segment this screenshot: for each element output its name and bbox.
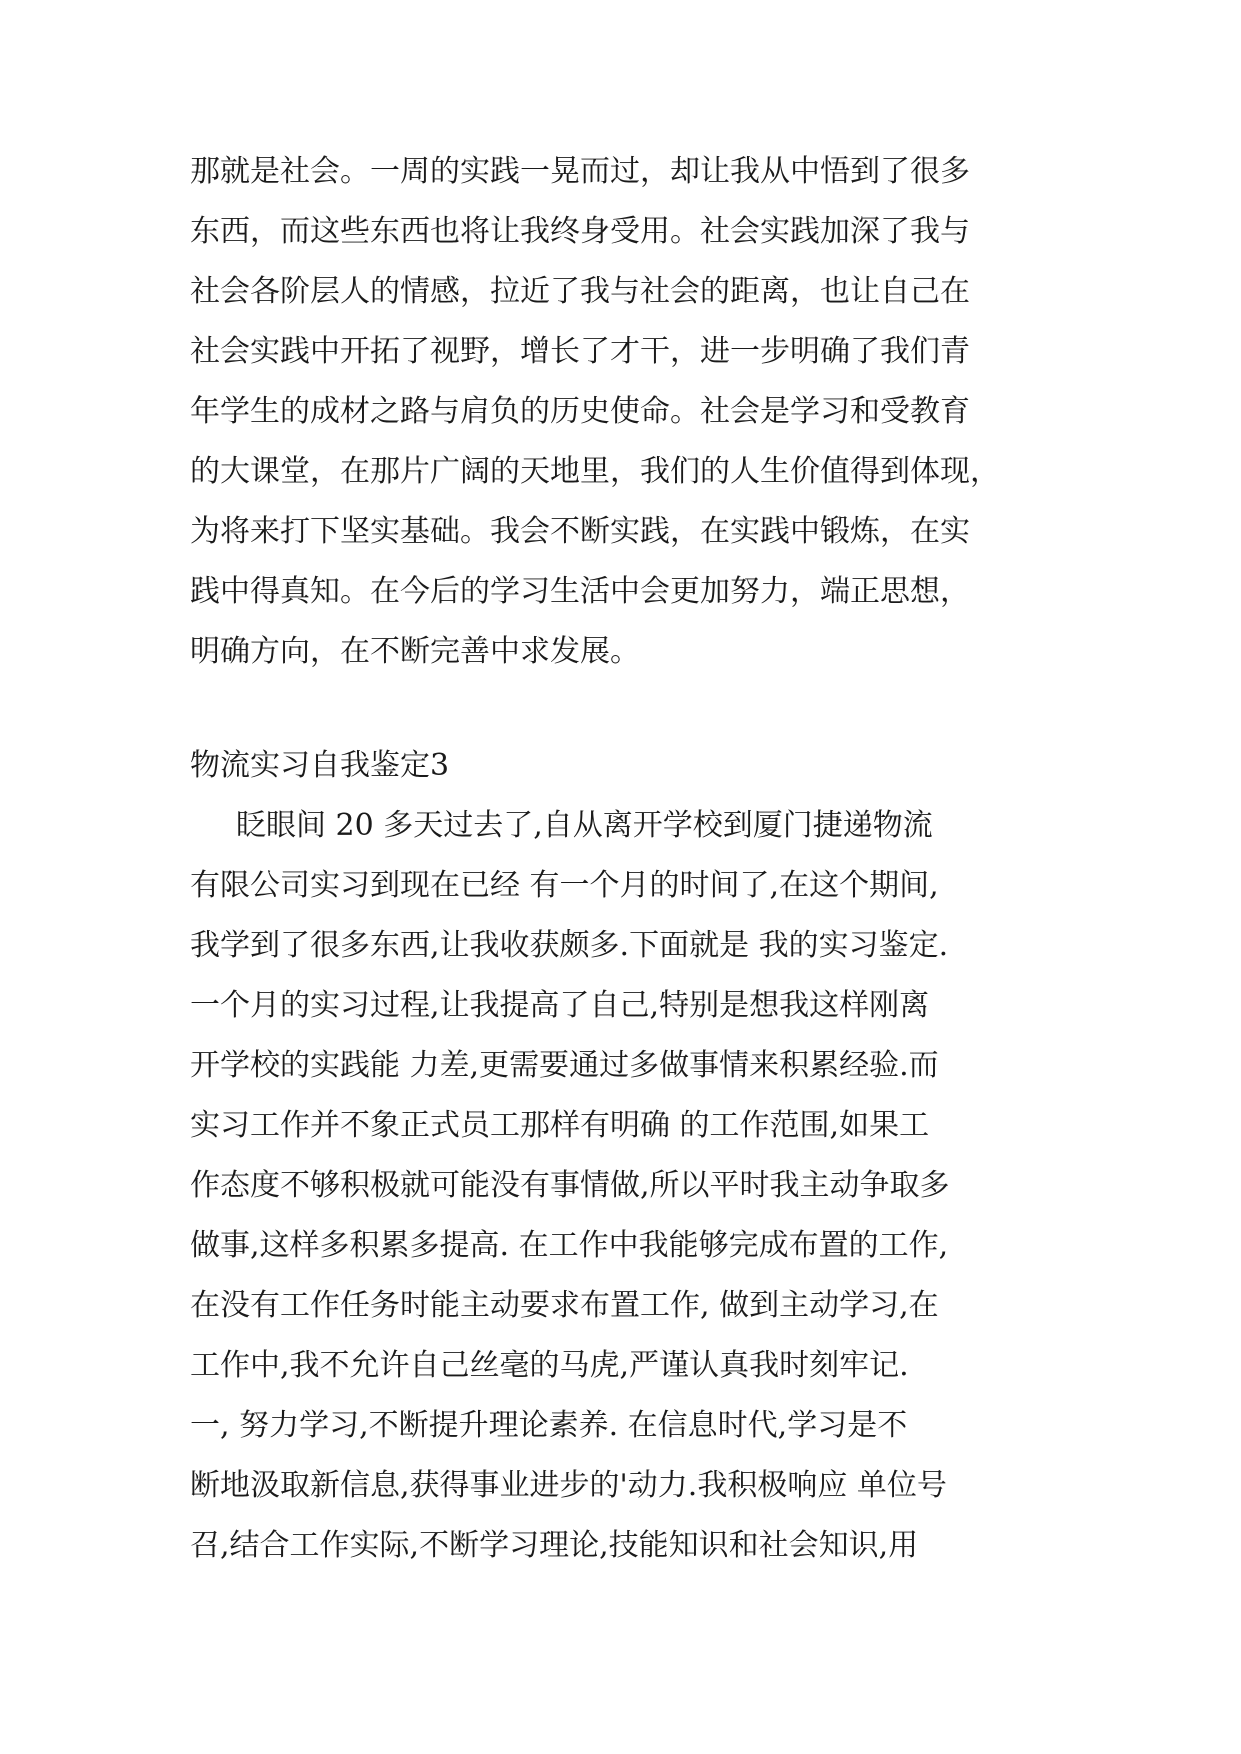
paragraph-line: 有限公司实习到现在已经 有一个月的时间了,在这个期间, (190, 868, 939, 903)
paragraph-line: 那就是社会。一周的实践一晃而过，却让我从中悟到了很多 (190, 154, 970, 189)
paragraph-line: 的大课堂，在那片广阔的天地里，我们的人生价值得到体现， (190, 454, 1000, 489)
paragraph-line: 社会实践中开拓了视野，增长了才干，进一步明确了我们青 (190, 334, 970, 369)
paragraph-line: 断地汲取新信息,获得事业进步的'动力.我积极响应 单位号 (190, 1468, 947, 1503)
paragraph-line: 明确方向，在不断完善中求发展。 (190, 634, 640, 669)
paragraph-line: 作态度不够积极就可能没有事情做,所以平时我主动争取多 (190, 1168, 950, 1203)
paragraph-line: 在没有工作任务时能主动要求布置工作, 做到主动学习,在 (190, 1288, 939, 1323)
paragraph-line: 工作中,我不允许自己丝毫的马虎,严谨认真我时刻牢记. (190, 1348, 909, 1383)
paragraph-line: 做事,这样多积累多提高. 在工作中我能够完成布置的工作, (190, 1228, 949, 1263)
paragraph-line: 开学校的实践能 力差,更需要通过多做事情来积累经验.而 (190, 1048, 939, 1083)
paragraph-line: 我学到了很多东西,让我收获颇多.下面就是 我的实习鉴定. (190, 928, 949, 963)
paragraph-line: 践中得真知。在今后的学习生活中会更加努力，端正思想， (190, 574, 970, 609)
paragraph-line: 年学生的成材之路与肩负的历史使命。社会是学习和受教育 (190, 394, 970, 429)
paragraph-line: 召,结合工作实际,不断学习理论,技能知识和社会知识,用 (190, 1528, 919, 1563)
paragraph-line: 实习工作并不象正式员工那样有明确 的工作范围,如果工 (190, 1108, 930, 1143)
paragraph-line: 东西，而这些东西也将让我终身受用。社会实践加深了我与 (190, 214, 970, 249)
paragraph-line: 为将来打下坚实基础。我会不断实践，在实践中锻炼，在实 (190, 514, 970, 549)
paragraph-line: 社会各阶层人的情感，拉近了我与社会的距离，也让自己在 (190, 274, 970, 309)
paragraph-line: 一, 努力学习,不断提升理论素养. 在信息时代,学习是不 (190, 1408, 908, 1443)
paragraph-line: 一个月的实习过程,让我提高了自己,特别是想我这样刚离 (190, 988, 930, 1023)
paragraph-line: 眨眼间 20 多天过去了,自从离开学校到厦门捷递物流 (236, 808, 933, 843)
section-heading: 物流实习自我鉴定3 (190, 748, 450, 783)
